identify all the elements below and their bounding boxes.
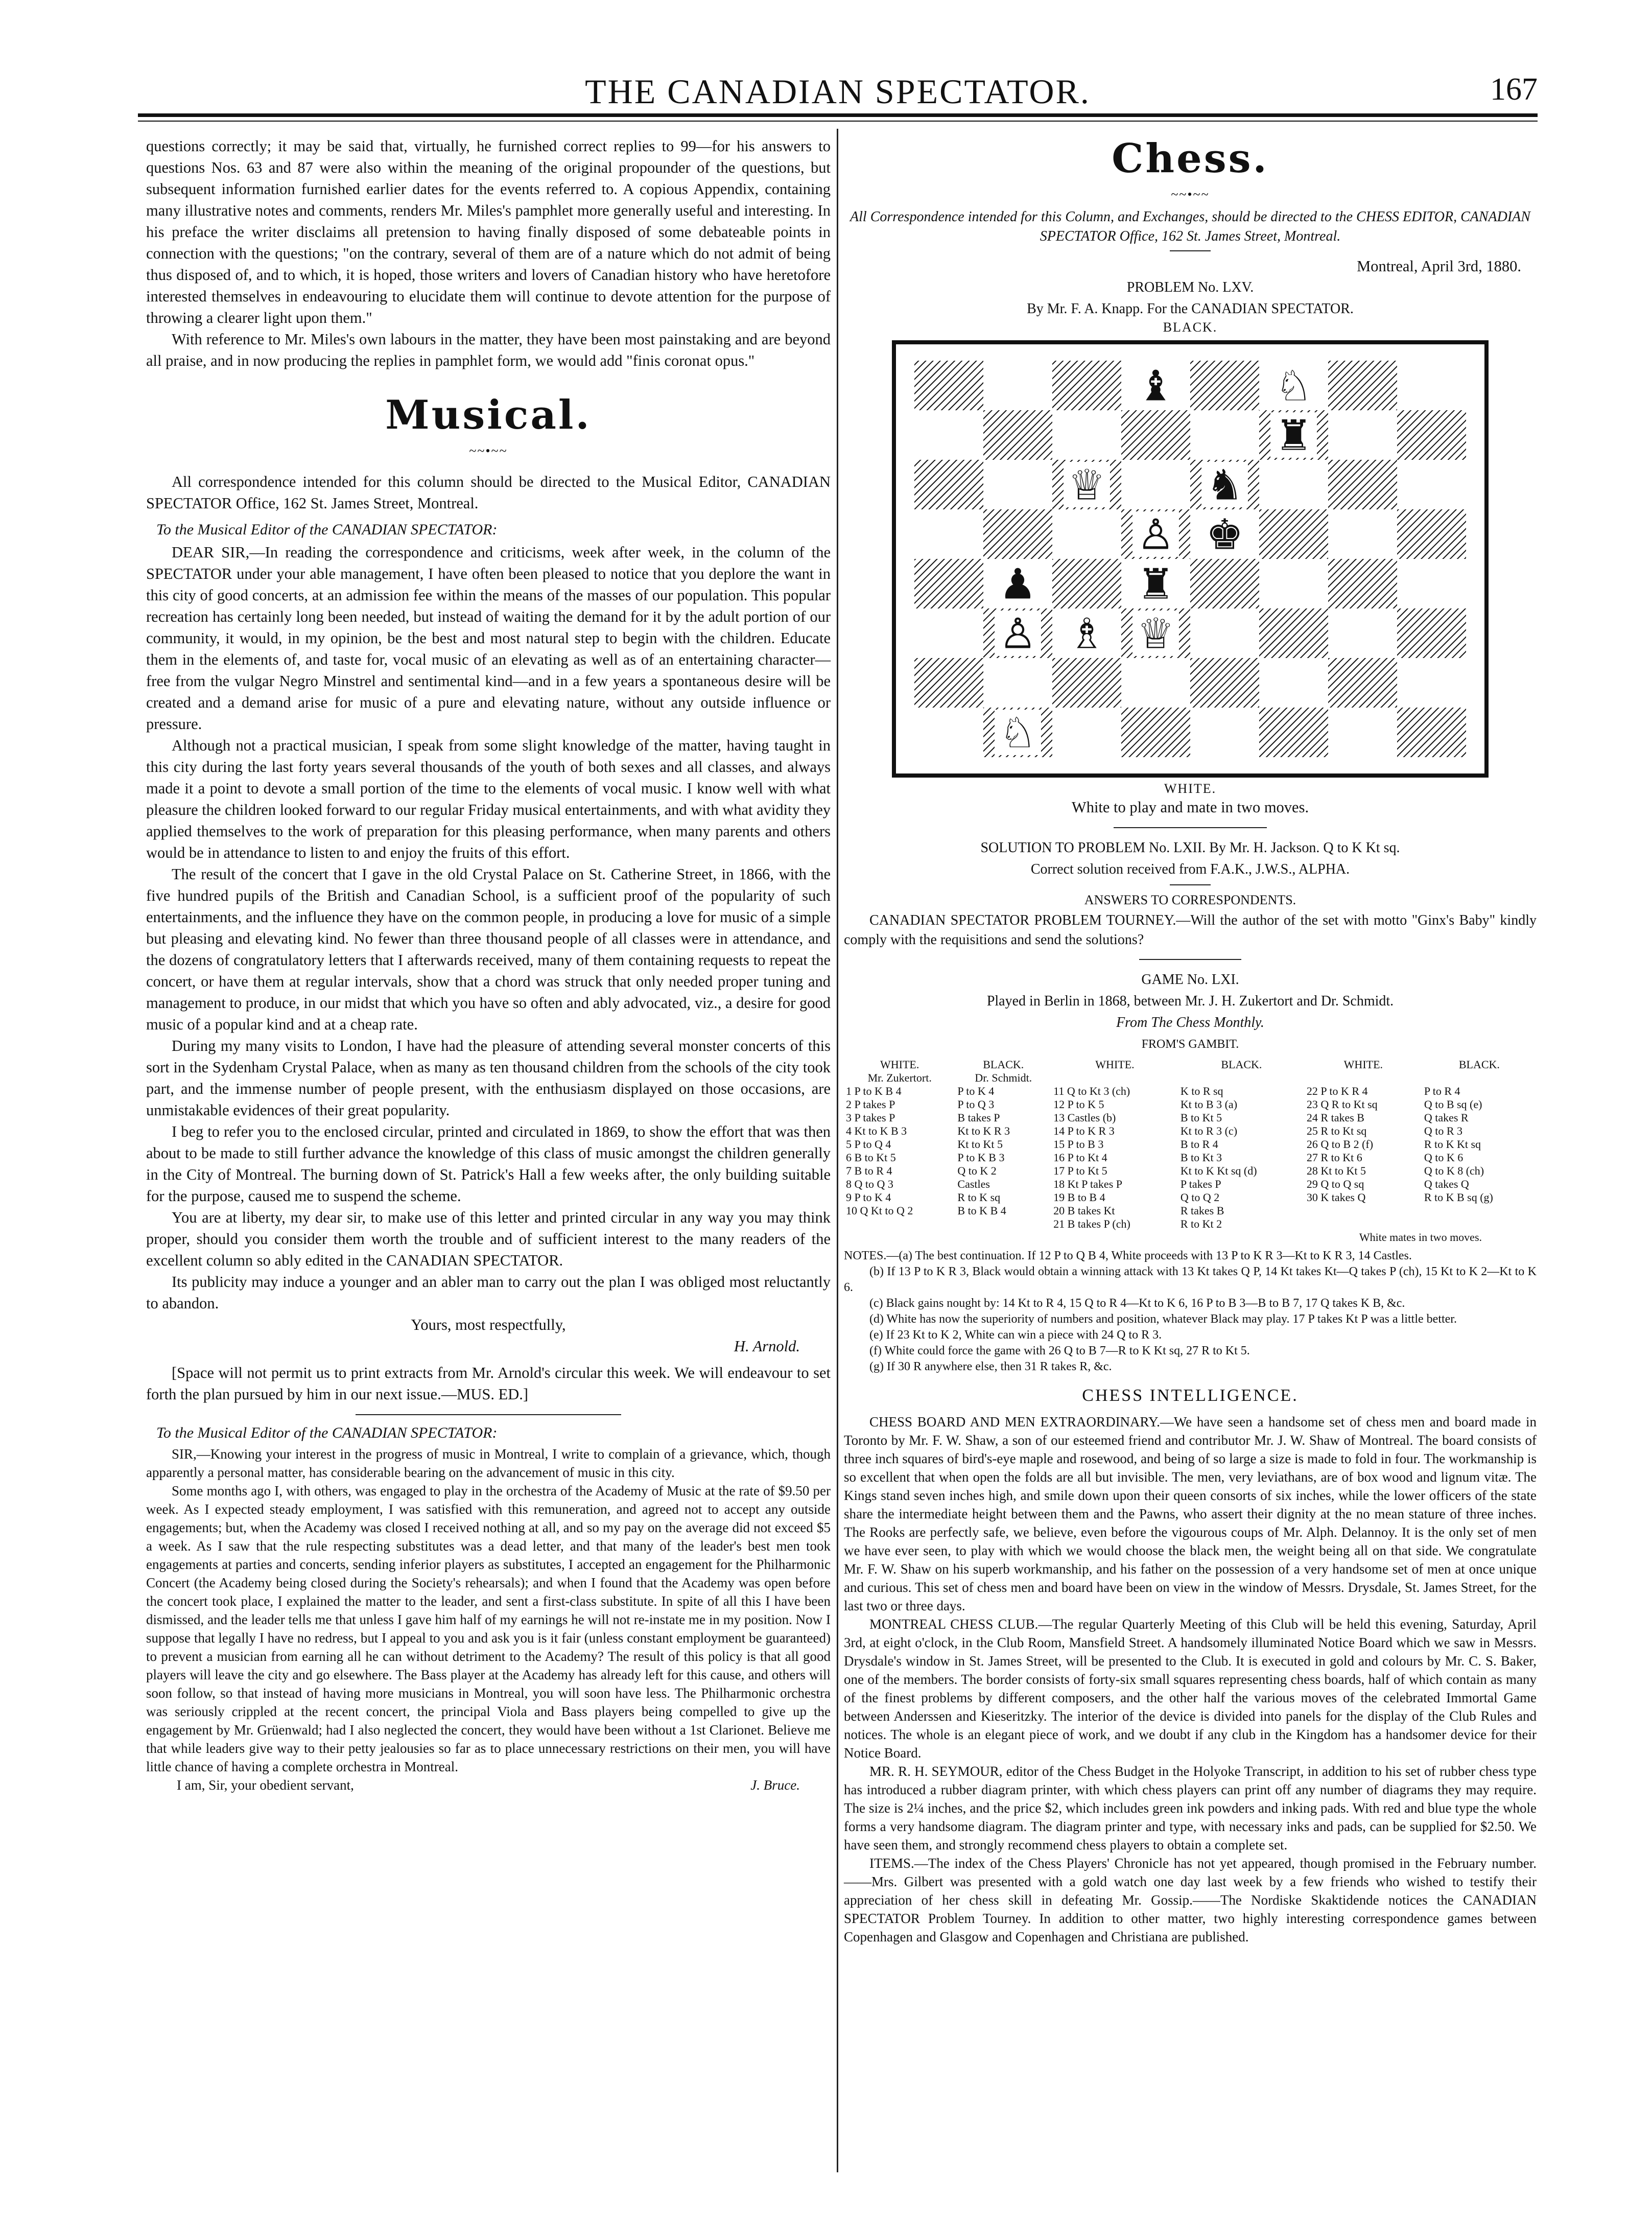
game-move: 21 B takes P (ch) bbox=[1053, 1217, 1130, 1230]
player-black: Dr. Schmidt. bbox=[975, 1071, 1032, 1084]
game-move: 11 Q to Kt 3 (ch) bbox=[1053, 1085, 1130, 1097]
white-pawn-icon: ♙ bbox=[1137, 510, 1175, 559]
game-move: P takes P bbox=[1180, 1178, 1221, 1190]
dark-square bbox=[914, 658, 983, 708]
game-move: P to K 4 bbox=[957, 1085, 995, 1097]
game-result: White mates in two moves. bbox=[1359, 1231, 1482, 1244]
game-move: Kt to K R 3 bbox=[957, 1124, 1010, 1137]
light-square bbox=[1259, 460, 1328, 509]
section-rule bbox=[356, 1414, 621, 1415]
game-header-row bbox=[844, 1058, 1537, 1071]
black-pawn-icon: ♟ bbox=[999, 560, 1037, 609]
game-move: 5 P to Q 4 bbox=[846, 1138, 891, 1151]
game-move: R to Kt 2 bbox=[1180, 1217, 1222, 1230]
light-square bbox=[914, 509, 983, 559]
game-move: Q to B sq (e) bbox=[1424, 1098, 1482, 1111]
ornament-divider: ~~•~~ bbox=[1171, 187, 1210, 202]
game-move: B to R 4 bbox=[1180, 1138, 1218, 1151]
letter-paragraph: DEAR SIR,—In reading the correspondence and criticisms, week after week, in the column of the SPECTATOR under your able management, I have often been pleased to notice that you deplore the want in this city of good concerts, at an admission fee within the means of the masses of our population. This popular recreation has certainly long been needed, but instead of waiting the demand for it by the adult portion of our community, it would, in my opinion, be the best and most natural step to begin with the children. Educate them in the elements of, and taste for, vocal music of an elevating as well as of an entertaining character—free from the vulgar Negro Minstrel and sentimental kind—and in a few years a spontaneous desire will be created and a demand arise for music of a pure and elevating nature, without any outside influence or pressure. bbox=[146, 544, 831, 733]
light-square bbox=[1190, 410, 1259, 460]
problem-caption: White to play and mate in two moves. bbox=[1071, 799, 1309, 816]
letter-salutation: To the Musical Editor of the CANADIAN SPECTATOR: bbox=[156, 521, 498, 538]
game-move: 4 Kt to K B 3 bbox=[846, 1124, 907, 1137]
game-move bbox=[955, 1217, 1051, 1231]
game-move: B to Kt 5 bbox=[1180, 1111, 1222, 1124]
game-note: (c) Black gains nought by: 14 Kt to R 4, 15 Q to R 4—Kt to K 6, 16 P to B 3—B to B 7, 17 Q takes K B, &c. bbox=[869, 1297, 1405, 1310]
game-move: Q to K 2 bbox=[957, 1164, 997, 1177]
chess-notice: All Correspondence intended for this Column, and Exchanges, should be directed to the CHESS EDITOR, CANADIAN SPECTATOR Office, 162 St. James Street, Montreal. bbox=[850, 209, 1530, 244]
letter-signature: H. Arnold. bbox=[734, 1338, 800, 1355]
light-square bbox=[983, 361, 1052, 410]
game-move: Q to Q 2 bbox=[1180, 1191, 1220, 1204]
light-square bbox=[1190, 708, 1259, 757]
dark-square bbox=[1190, 658, 1259, 708]
game-move: 14 P to K R 3 bbox=[1053, 1124, 1115, 1137]
game-move: 30 K takes Q bbox=[1306, 1191, 1366, 1204]
letter-paragraph: SIR,—Knowing your interest in the progress of music in Montreal, I write to complain of a grievance, which, though apparently a personal matter, has considerable bearing on the advancement of music in this city. bbox=[146, 1446, 831, 1480]
letter-salutation: To the Musical Editor of the CANADIAN SPECTATOR: bbox=[156, 1424, 498, 1441]
dark-square bbox=[1397, 608, 1466, 658]
game-opening: FROM'S GAMBIT. bbox=[1141, 1038, 1239, 1051]
game-move bbox=[1305, 1204, 1422, 1217]
black-bishop-icon: ♝ bbox=[1137, 362, 1175, 411]
game-move: 23 Q R to Kt sq bbox=[1306, 1098, 1378, 1111]
game-note: (f) White could force the game with 26 Q to B 7—R to K Kt sq, 27 R to Kt 5. bbox=[869, 1344, 1250, 1357]
answers-text: CANADIAN SPECTATOR PROBLEM TOURNEY.—Will the author of the set with motto "Ginx's Baby" kindly comply with the requisitions and send the solutions? bbox=[844, 912, 1537, 948]
dark-square bbox=[1052, 658, 1121, 708]
chess-board bbox=[889, 339, 1492, 779]
game-move bbox=[844, 1217, 955, 1231]
game-col-header: WHITE. bbox=[1095, 1058, 1135, 1071]
game-move-row bbox=[844, 1098, 1537, 1111]
white-queen-icon: ♕ bbox=[1137, 609, 1175, 659]
game-move: K to R sq bbox=[1180, 1085, 1223, 1097]
game-result-row bbox=[844, 1231, 1537, 1244]
letter-paragraph: You are at liberty, my dear sir, to make use of this letter and printed circular in any way you may think proper, should you consider them worth the trouble and of sufficient interest to the many readers of the excellent column so ably edited in the CANADIAN SPECTATOR. bbox=[146, 1209, 831, 1269]
letter-paragraph: During my many visits to London, I have had the pleasure of attending several monster concerts of this sort in the Sydenham Crystal Palace, when as many as ten thousand children from the schools of the city took part, and the immense number of people present, with the enthusiasm displayed on those occasions, are unmistakable evidences of their great popularity. bbox=[146, 1037, 831, 1119]
game-move: B to K B 4 bbox=[957, 1204, 1006, 1217]
game-move bbox=[1422, 1217, 1537, 1231]
game-move: R to K Kt sq bbox=[1424, 1138, 1481, 1151]
light-square bbox=[1190, 608, 1259, 658]
dark-square bbox=[1052, 559, 1121, 608]
dark-square bbox=[1121, 708, 1190, 757]
game-move: 29 Q to Q sq bbox=[1306, 1178, 1364, 1190]
dark-square bbox=[1328, 460, 1397, 509]
game-move: P to R 4 bbox=[1424, 1085, 1460, 1097]
dark-square bbox=[1190, 559, 1259, 608]
player-white: Mr. Zukertort. bbox=[867, 1071, 932, 1084]
column-divider bbox=[837, 129, 838, 2172]
white-bishop-icon: ♗ bbox=[1068, 609, 1106, 659]
game-move: B takes P bbox=[957, 1111, 1000, 1124]
game-source: From The Chess Monthly. bbox=[1116, 1015, 1264, 1030]
chess-diagram bbox=[889, 339, 1492, 781]
game-note: (b) If 13 P to K R 3, Black would obtain a winning attack with 13 Kt takes Q P, 14 Kt takes Kt—Q takes P (ch), 15 Kt to K 2—Kt to K 6. bbox=[844, 1265, 1537, 1294]
game-move: Kt to Kt 5 bbox=[957, 1138, 1003, 1151]
light-square bbox=[1397, 658, 1466, 708]
dark-square bbox=[1397, 708, 1466, 757]
game-notes bbox=[844, 1248, 1537, 1375]
white-label: WHITE. bbox=[1164, 781, 1217, 796]
dark-square bbox=[1259, 708, 1328, 757]
dark-square bbox=[1397, 410, 1466, 460]
game-note: NOTES.—(a) The best continuation. If 12 P to Q B 4, White proceeds with 13 P to K R 3—Kt to K R 3, 14 Castles. bbox=[844, 1249, 1412, 1262]
newspaper-title: THE CANADIAN SPECTATOR. bbox=[585, 72, 1091, 111]
game-move: Kt to R 3 (c) bbox=[1180, 1124, 1238, 1137]
left-column bbox=[146, 135, 831, 1794]
black-label: BLACK. bbox=[1163, 320, 1218, 335]
game-move-row bbox=[844, 1085, 1537, 1098]
game-move: Q to K 6 bbox=[1424, 1151, 1464, 1164]
game-col-header: BLACK. bbox=[1221, 1058, 1262, 1071]
game-move-row bbox=[844, 1191, 1537, 1204]
section-rule bbox=[1139, 959, 1241, 960]
short-rule bbox=[1170, 250, 1211, 251]
game-played: Played in Berlin in 1868, between Mr. J. H. Zukertort and Dr. Schmidt. bbox=[986, 993, 1394, 1009]
game-move: B to Kt 3 bbox=[1180, 1151, 1222, 1164]
light-square bbox=[914, 410, 983, 460]
game-move-row bbox=[844, 1204, 1537, 1217]
ornament-divider: ~~•~~ bbox=[469, 443, 508, 458]
game-move: R to K sq bbox=[957, 1191, 1001, 1204]
dark-square bbox=[914, 361, 983, 410]
letter-paragraph: Its publicity may induce a younger and an abler man to carry out the plan I was obliged most reluctantly to abandon. bbox=[146, 1273, 831, 1312]
game-move: 13 Castles (b) bbox=[1053, 1111, 1116, 1124]
dark-square bbox=[1121, 410, 1190, 460]
game-move: 7 B to R 4 bbox=[846, 1164, 892, 1177]
game-move: 20 B takes Kt bbox=[1053, 1204, 1115, 1217]
game-move: P to K B 3 bbox=[957, 1151, 1005, 1164]
light-square bbox=[1121, 460, 1190, 509]
white-pawn-icon: ♙ bbox=[999, 609, 1037, 659]
dark-square bbox=[1052, 361, 1121, 410]
game-move: 1 P to K B 4 bbox=[846, 1085, 902, 1097]
game-col-header: BLACK. bbox=[983, 1058, 1024, 1071]
game-move-row bbox=[844, 1151, 1537, 1164]
game-move: 28 Kt to Kt 5 bbox=[1306, 1164, 1366, 1177]
game-move: P to Q 3 bbox=[957, 1098, 995, 1111]
problem-author: By Mr. F. A. Knapp. For the CANADIAN SPECTATOR. bbox=[1027, 301, 1354, 317]
intelligence-paragraph: MONTREAL CHESS CLUB.—The regular Quarterly Meeting of this Club will be held this evening, Saturday, April 3rd, at eight o'clock, in the Club Room, Mansfield Street. A handsomely illuminated Notice Board which we saw in Messrs. Drysdale's window in St. James Street, will be presented to the Club. It is executed in gold and colours by Mr. C. S. Baker, one of the members. The border consists of forty-six small squares representing chess boards, half of which contain as many of the finest problems by different composers, and the other half the various moves of the celebrated Immortal Game between Anderssen and Kieseritzky. The interior of the device is divided into panels for the display of the Club Rules and notices. The whole is an elegant piece of work, and we doubt if any club in the Kingdom has a handsomer device for their Notice Board. bbox=[844, 1616, 1537, 1761]
black-rook-icon: ♜ bbox=[1137, 560, 1175, 609]
light-square bbox=[1397, 460, 1466, 509]
white-knight-icon: ♘ bbox=[1275, 362, 1313, 411]
dark-square bbox=[1259, 608, 1328, 658]
game-move: Q to K 8 (ch) bbox=[1424, 1164, 1484, 1177]
dark-square bbox=[1328, 361, 1397, 410]
intro-paragraph: With reference to Mr. Miles's own labours in the matter, they have been most painstaking and are beyond all praise, and in now producing the replies in pamphlet form, we would add "finis coronat opus." bbox=[146, 331, 831, 369]
game-move: Kt to K Kt sq (d) bbox=[1180, 1164, 1257, 1177]
game-move: 17 P to Kt 5 bbox=[1053, 1164, 1107, 1177]
editor-note: [Space will not permit us to print extracts from Mr. Arnold's circular this week. We will endeavour to set forth the plan pursued by him in our next issue.—MUS. ED.] bbox=[146, 1364, 831, 1403]
game-move: 24 R takes B bbox=[1306, 1111, 1364, 1124]
solution-text: SOLUTION TO PROBLEM No. LXII. By Mr. H. Jackson. Q to K Kt sq. bbox=[980, 840, 1400, 856]
dark-square bbox=[983, 410, 1052, 460]
problem-title: PROBLEM No. LXV. bbox=[1126, 279, 1254, 295]
game-note: (d) White has now the superiority of numbers and position, whatever Black may play. 17 P takes Kt P was a little better. bbox=[869, 1312, 1457, 1326]
game-move: 8 Q to Q 3 bbox=[846, 1178, 893, 1190]
game-title: GAME No. LXI. bbox=[1141, 972, 1239, 988]
light-square bbox=[1052, 410, 1121, 460]
intelligence-paragraph: MR. R. H. SEYMOUR, editor of the Chess Budget in the Holyoke Transcript, in addition to his set of rubber chess type has introduced a rubber diagram printer, with which chess players can print off any number of diagrams they may require. The size is 2¼ inches, and the price $2, which includes green ink powders and inking pads. With red and blue type the whole forms a very handsome diagram. The diagram printer and type, with necessary inks and pads, can be supplied for $2.50. We have seen them, and strongly recommend chess players to obtain a complete set. bbox=[844, 1764, 1537, 1852]
light-square bbox=[1328, 509, 1397, 559]
short-rule bbox=[1170, 884, 1211, 885]
game-move: 6 B to Kt 5 bbox=[846, 1151, 896, 1164]
game-move-row bbox=[844, 1178, 1537, 1191]
dark-square bbox=[1397, 509, 1466, 559]
light-square bbox=[1328, 608, 1397, 658]
game-move: 3 P takes P bbox=[846, 1111, 895, 1124]
white-knight-icon: ♘ bbox=[999, 709, 1037, 758]
game-move-row bbox=[844, 1111, 1537, 1124]
white-queen-icon: ♕ bbox=[1068, 461, 1106, 510]
game-move-row bbox=[844, 1138, 1537, 1151]
light-square bbox=[1052, 708, 1121, 757]
header-rule bbox=[138, 113, 1538, 117]
dark-square bbox=[1328, 559, 1397, 608]
chess-intelligence-heading: CHESS INTELLIGENCE. bbox=[1082, 1386, 1299, 1405]
black-king-icon: ♚ bbox=[1206, 510, 1244, 559]
dark-square bbox=[914, 559, 983, 608]
game-move: 25 R to Kt sq bbox=[1306, 1124, 1367, 1137]
game-move-row bbox=[844, 1124, 1537, 1138]
right-column bbox=[844, 135, 1537, 1946]
game-move: 19 B to B 4 bbox=[1053, 1191, 1105, 1204]
light-square bbox=[1259, 559, 1328, 608]
section-rule bbox=[1114, 827, 1267, 828]
game-move: 15 P to B 3 bbox=[1053, 1138, 1104, 1151]
light-square bbox=[1397, 361, 1466, 410]
musical-heading: Musical. bbox=[385, 392, 592, 438]
light-square bbox=[983, 460, 1052, 509]
light-square bbox=[1052, 509, 1121, 559]
light-square bbox=[914, 608, 983, 658]
letter-paragraph: Some months ago I, with others, was engaged to play in the orchestra of the Academy of Music at the rate of $9.50 per week. As I expected steady employment, I was satisfied with this remuneration, and agreed not to accept any outside engagements; but, when the Academy was closed I received nothing at all, and so my pay on the average did not exceed $5 a week. As I saw that the rule respecting substitutes was a dead letter, and that many of the leader's best men took engagements at parties and concerts, sending inferior players as substitutes, I accepted an engagement for the Philharmonic Concert (the Academy being closed during the Society's rehearsals); and when I found that the Academy was open before the concert took place, I explained the matter to the leader, and sent a first-class substitute. In spite of all this I have been dismissed, and the leader tells me that unless I gave him half of my earnings he will not re-instate me in my position. Now I suppose that legally I have no redress, but I appeal to you and ask you is it fair (unless constant employment be guaranteed) to prevent a musician from earning all he can without detriment to the Academy? The result of this policy is that all good players will leave the city and go elsewhere. The Bass player at the Academy has already left for this cause, and others will soon follow, so that instead of having more musicians in Montreal, you will soon have less. The Philharmonic orchestra was seriously crippled at the recent concert, the principal Viola and Bass players being compelled to give up the engagement by Mr. Grüenwald; had I also neglected the concert, they would have been without a 1st Clarionet. Believe me that while leaders give way to their petty jealousies so far as to place unnecessary restrictions on their men, you will have little chance of having a complete orchestra in Montreal. bbox=[146, 1483, 831, 1774]
page-number: 167 bbox=[1490, 72, 1538, 107]
game-move-row bbox=[844, 1164, 1537, 1178]
page-header bbox=[138, 72, 1538, 118]
chess-heading: Chess. bbox=[1112, 135, 1269, 182]
game-note: (g) If 30 R anywhere else, then 31 R takes R, &c. bbox=[869, 1360, 1112, 1373]
game-col-header: WHITE. bbox=[880, 1058, 919, 1071]
light-square bbox=[1328, 410, 1397, 460]
intelligence-paragraph: ITEMS.—The index of the Chess Players' Chronicle has not yet appeared, though promised in the February number.——Mrs. Gilbert was presented with a gold watch one day last week by a few friends who wished to testify their appreciation of her chess skill in defeating Mr. Gossip.——The Nordiske Skaktidende notices the CANADIAN SPECTATOR Problem Tourney. In addition to other matter, two highly interesting correspondence games between Copenhagen and Glasgow and Copenhagen and Christiana are published. bbox=[844, 1856, 1537, 1944]
correct-solutions: Correct solution received from F.A.K., J.W.S., ALPHA. bbox=[1030, 861, 1350, 877]
game-move: 9 P to K 4 bbox=[846, 1191, 891, 1204]
game-move: 16 P to Kt 4 bbox=[1053, 1151, 1107, 1164]
light-square bbox=[1259, 658, 1328, 708]
game-move: 26 Q to B 2 (f) bbox=[1306, 1138, 1374, 1151]
black-rook-icon: ♜ bbox=[1275, 411, 1313, 460]
letter-paragraph: Although not a practical musician, I speak from some slight knowledge of the matter, having taught in this city during the last forty years several thousands of the youth of both sexes and all classes, and always made it a point to devote a small portion of the time to the elements of vocal music. I know well with what pleasure the children looked forward to our regular Friday musical entertainments, and with what avidity they applied themselves to the work of preparation for this pleasing performance, when many parents and others would be in attendance to listen to and enjoy the fruits of this effort. bbox=[146, 737, 831, 861]
light-square bbox=[1121, 658, 1190, 708]
game-score-table bbox=[844, 1058, 1537, 1244]
dateline: Montreal, April 3rd, 1880. bbox=[1357, 257, 1521, 275]
black-knight-icon: ♞ bbox=[1206, 461, 1244, 510]
game-col-header: WHITE. bbox=[1343, 1058, 1383, 1071]
letter-closing: Yours, most respectfully, bbox=[411, 1316, 566, 1333]
game-move: Castles bbox=[957, 1178, 990, 1190]
game-move: Q to R 3 bbox=[1424, 1124, 1462, 1137]
letter-closing-row bbox=[146, 1776, 831, 1794]
game-move: 22 P to K R 4 bbox=[1306, 1085, 1368, 1097]
header-rule-thin bbox=[138, 121, 1538, 122]
light-square bbox=[1397, 559, 1466, 608]
game-move: Kt to B 3 (a) bbox=[1180, 1098, 1238, 1111]
game-move-row bbox=[844, 1217, 1537, 1231]
dark-square bbox=[1328, 658, 1397, 708]
light-square bbox=[983, 658, 1052, 708]
light-square bbox=[1328, 708, 1397, 757]
game-move: 12 P to K 5 bbox=[1053, 1098, 1104, 1111]
letter-paragraph: I beg to refer you to the enclosed circular, printed and circulated in 1869, to show the effort that was then about to be made to still further advance the knowledge of this class of music amongst the children generally in the City of Montreal. The burning down of St. Patrick's Hall a few weeks after, the only building suitable for the purpose, caused me to suspend the scheme. bbox=[146, 1123, 831, 1205]
game-move: Q takes Q bbox=[1424, 1178, 1469, 1190]
light-square bbox=[914, 708, 983, 757]
game-move bbox=[1305, 1217, 1422, 1231]
musical-notice: All correspondence intended for this column should be directed to the Musical Editor, CANADIAN SPECTATOR Office, 162 St. James Street, Montreal. bbox=[146, 473, 831, 512]
game-col-header: BLACK. bbox=[1458, 1058, 1500, 1071]
dark-square bbox=[1259, 509, 1328, 559]
game-move bbox=[1422, 1204, 1537, 1217]
dark-square bbox=[914, 460, 983, 509]
letter-closing: I am, Sir, your obedient servant, bbox=[177, 1777, 354, 1793]
letter-paragraph: The result of the concert that I gave in the old Crystal Palace on St. Catherine Street, in 1866, with the five hundred pupils of the British and Canadian School, is a sufficient proof of the popularity of such entertainments, and the influence they have on the common people, in producing a love for music of a simple but pleasing and elevating kind. No fewer than three thousand people of all classes were in attendance, and the dozens of congratulatory letters that I afterwards received, many of them containing requests to repeat the concert, or have them at regular intervals, show that a chord was struck that only needed proper tuning and management to produce, in our midst that which you have so often and ably advocated, viz., a desire for good music of a popular kind and at a cheap rate. bbox=[146, 865, 831, 1033]
dark-square bbox=[1190, 361, 1259, 410]
game-move: 27 R to Kt 6 bbox=[1306, 1151, 1362, 1164]
game-move: 10 Q Kt to Q 2 bbox=[846, 1204, 913, 1217]
game-move: R takes B bbox=[1180, 1204, 1224, 1217]
game-move: Q takes R bbox=[1424, 1111, 1469, 1124]
intelligence-paragraph: CHESS BOARD AND MEN EXTRAORDINARY.—We have seen a handsome set of chess men and board made in Toronto by Mr. F. W. Shaw, a son of our esteemed friend and contributor Mr. J. W. Shaw of Montreal. The board consists of three inch squares of bird's-eye maple and rosewood, and being of so large a size is made to fold in four. The workmanship is so excellent that when open the folds are all but invisible. The men, very leviathans, are of box wood and lignum vitæ. The Kings stand seven inches high, and smile down upon their queen consorts of six inches, while the lower officers of the state share the intermediate height between them and the Pawns, who assert their dignity at the no mean stature of three inches. The Rooks are perfectly safe, we believe, even before the vigourous coups of Mr. Alph. Delannoy. It is the only set of men we have ever seen, to play with which we would choose the black men, the weight being all on that side. We congratulate Mr. F. W. Shaw on his superb workmanship, and his father on the possession of a very handsome set of men at once unique and curious. This set of chess men and board have been on view in the window of Messrs. Drysdale, St. James Street, for the last two or three days. bbox=[844, 1414, 1537, 1613]
intro-paragraph: questions correctly; it may be said that, virtually, he furnished correct replies to 99—for his answers to questions Nos. 63 and 87 were also within the meaning of the original propounder of the questions, but subsequent information furnished earlier dates for the events referred to. A copious Appendix, containing many illustrative notes and comments, renders Mr. Miles's pamphlet more generally useful and interesting. In his preface the writer disclaims all pretension to having finally disposed of some debateable points in connection with the questions; "on the contrary, several of them are of a nature which do not admit of being thus disposed of, and to which, it is hoped, those writers and lovers of Canadian history who have heretofore interested themselves in endeavouring to elucidate them will continue to devote attention for the purpose of throwing a clearer light upon them." bbox=[146, 137, 831, 326]
answers-heading: ANSWERS TO CORRESPONDENTS. bbox=[1084, 893, 1296, 907]
game-move: R to K B sq (g) bbox=[1424, 1191, 1493, 1204]
letter-signature: J. Bruce. bbox=[750, 1777, 800, 1793]
game-note: (e) If 23 Kt to K 2, White can win a piece with 24 Q to R 3. bbox=[869, 1328, 1162, 1342]
game-move: 18 Kt P takes P bbox=[1053, 1178, 1122, 1190]
dark-square bbox=[983, 509, 1052, 559]
game-move: 2 P takes P bbox=[846, 1098, 895, 1111]
game-players-row bbox=[844, 1071, 1537, 1085]
